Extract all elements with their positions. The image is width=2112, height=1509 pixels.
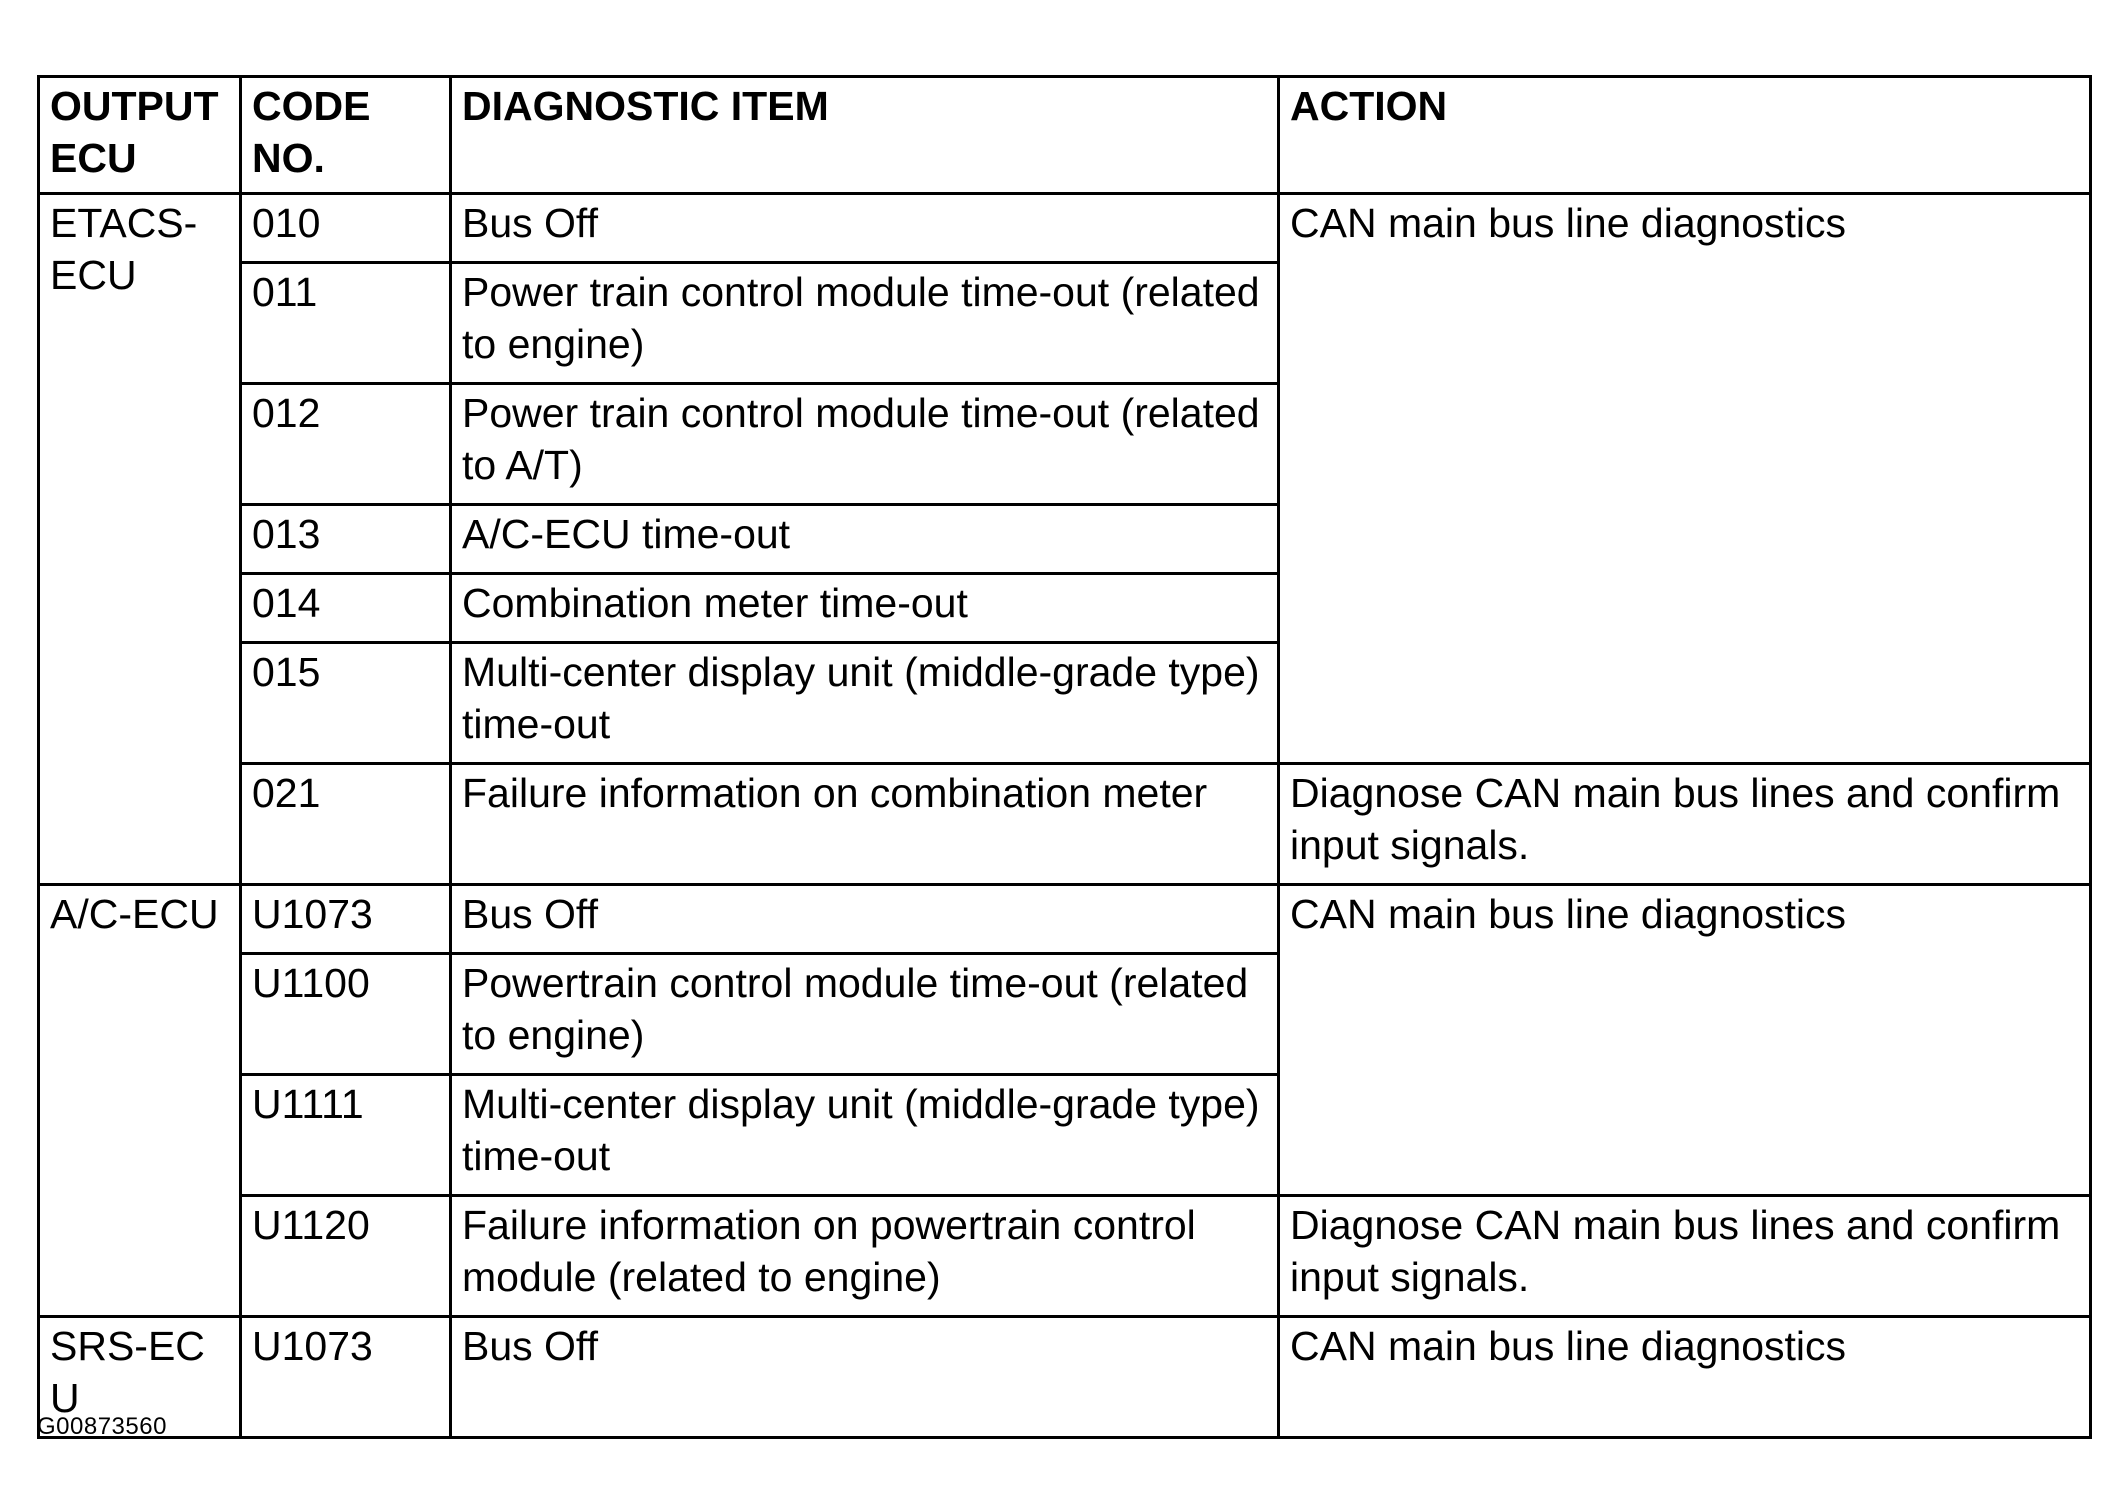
- diagnostic-item-cell: Failure information on combination meter: [451, 764, 1279, 885]
- diagnostic-item-cell: Failure information on powertrain control module (related to engine): [451, 1196, 1279, 1317]
- code-cell: 015: [241, 643, 451, 764]
- action-cell: Diagnose CAN main bus lines and confirm input signals.: [1279, 1196, 2091, 1317]
- diagnostic-item-cell: Bus Off: [451, 194, 1279, 263]
- diagnostic-item-cell: Combination meter time-out: [451, 574, 1279, 643]
- diagnostic-item-cell: Multi-center display unit (middle-grade type) time-out: [451, 643, 1279, 764]
- header-action: ACTION: [1279, 77, 2091, 194]
- header-code-no-line-2: NO.: [252, 135, 325, 181]
- code-cell: U1073: [241, 1317, 451, 1438]
- diagnostic-item-cell: Multi-center display unit (middle-grade type) time-out: [451, 1075, 1279, 1196]
- action-cell: CAN main bus line diagnostics: [1279, 1317, 2091, 1438]
- code-cell: U1073: [241, 885, 451, 954]
- code-cell: 013: [241, 505, 451, 574]
- diagnostic-item-cell: Powertrain control module time-out (related to engine): [451, 954, 1279, 1075]
- diagnostic-item-cell: Bus Off: [451, 1317, 1279, 1438]
- action-cell: CAN main bus line diagnostics: [1279, 885, 2091, 1196]
- diagnostic-item-cell: A/C-ECU time-out: [451, 505, 1279, 574]
- code-cell: 021: [241, 764, 451, 885]
- header-row: [39, 77, 2091, 194]
- diagnostic-item-cell: Bus Off: [451, 885, 1279, 954]
- table-row: [39, 1196, 2091, 1317]
- header-code-no-line-1: CODE: [252, 83, 371, 129]
- code-cell: U1111: [241, 1075, 451, 1196]
- output-ecu-cell: ETACS-ECU: [39, 194, 241, 885]
- header-output-ecu-line-2: ECU: [50, 135, 137, 181]
- code-cell: 010: [241, 194, 451, 263]
- output-ecu-cell: SRS-EC U: [39, 1317, 241, 1438]
- action-cell: CAN main bus line diagnostics: [1279, 194, 2091, 764]
- code-cell: 011: [241, 263, 451, 384]
- code-cell: 014: [241, 574, 451, 643]
- table-row: [39, 885, 2091, 954]
- code-cell: U1100: [241, 954, 451, 1075]
- code-cell: U1120: [241, 1196, 451, 1317]
- figure-id: G00873560: [37, 1413, 167, 1440]
- diagnostic-code-table: [37, 75, 2092, 1439]
- diagnostic-item-cell: Power train control module time-out (related to A/T): [451, 384, 1279, 505]
- code-cell: 012: [241, 384, 451, 505]
- header-output-ecu: [39, 77, 241, 194]
- output-ecu-cell: A/C-ECU: [39, 885, 241, 1317]
- table-row: [39, 764, 2091, 885]
- header-output-ecu-line-1: OUTPUT: [50, 83, 219, 129]
- header-code-no: [241, 77, 451, 194]
- action-cell: Diagnose CAN main bus lines and confirm input signals.: [1279, 764, 2091, 885]
- header-diagnostic-item: DIAGNOSTIC ITEM: [451, 77, 1279, 194]
- diagnostic-item-cell: Power train control module time-out (related to engine): [451, 263, 1279, 384]
- table-row: [39, 1317, 2091, 1438]
- table-row: [39, 194, 2091, 263]
